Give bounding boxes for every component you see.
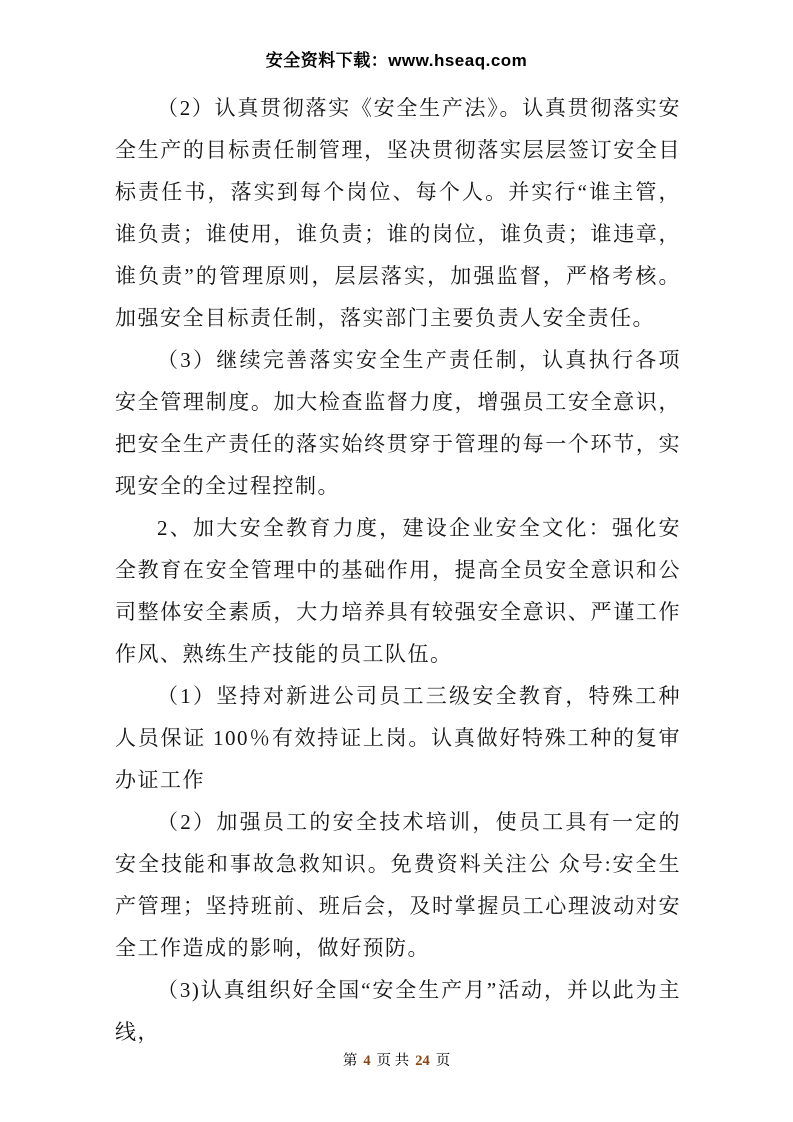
page-footer [0,1049,793,1070]
paragraph: （2）加强员工的安全技术培训，使员工具有一定的安全技能和事故急救知识。免费资料关注公 众号:安全生产管理；坚持班前、班后会，及时掌握员工心理波动对安全工作造成的影响，做好预防。 [115,810,681,960]
footer-label-suffix: 页 [435,1053,451,1069]
current-page-number: 4 [363,1053,371,1069]
footer-label-prefix: 第 [342,1053,358,1069]
paragraph: 2、加大安全教育力度，建设企业安全文化：强化安全教育在安全管理中的基础作用，提高全员安全意识和公司整体安全素质，大力培养具有较强安全意识、严谨工作作风、熟练生产技能的员工队伍。 [115,516,681,666]
footer-label-middle: 页 共 [376,1053,410,1069]
paragraph: （3）继续完善落实安全生产责任制，认真执行各项安全管理制度。加大检查监督力度，增强员工安全意识，把安全生产责任的落实始终贯穿于管理的每一个环节，实现安全的全过程控制。 [115,348,681,498]
document-body [115,87,681,1053]
paragraph: （3)认真组织好全国“安全生产月”活动，并以此为主线， [115,978,681,1044]
total-page-number: 24 [415,1053,430,1069]
paragraph: （1）坚持对新进公司员工三级安全教育，特殊工种人员保证 100％有效持证上岗。认真做好特殊工种的复审办证工作 [115,684,681,792]
page-header: 安全资料下载：www.hseaq.com [265,51,528,70]
paragraph: （2）认真贯彻落实《安全生产法》。认真贯彻落实安全生产的目标责任制管理，坚决贯彻落实层层签订安全目标责任书，落实到每个岗位、每个人。并实行“谁主管，谁负责；谁使用，谁负责；谁的岗位，谁负责；谁违章，谁负责”的管理原则，层层落实，加强监督，严格考核。加强安全目标责任制，落实部门主要负责人安全责任。 [115,96,681,330]
